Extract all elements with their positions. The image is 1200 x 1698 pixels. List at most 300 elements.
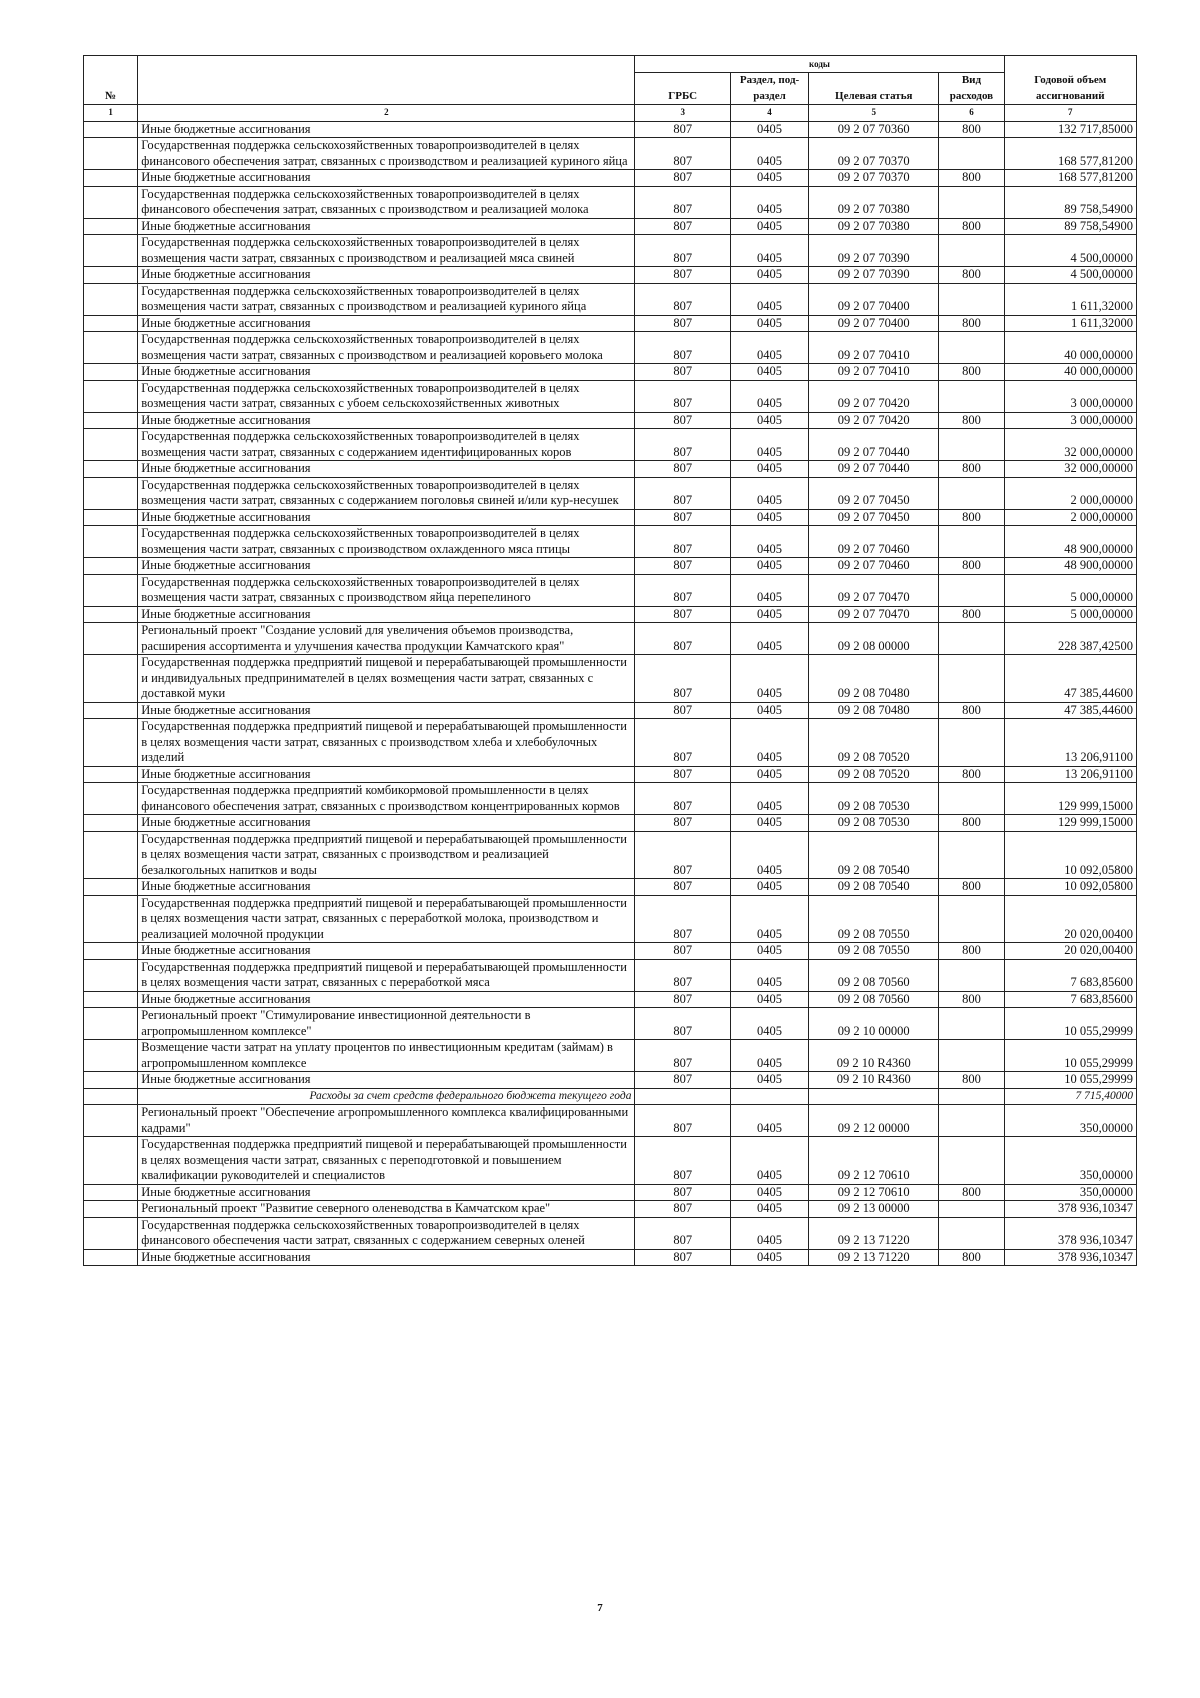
cell-num	[84, 138, 138, 170]
cell-section: 0405	[730, 879, 808, 896]
cell-description: Иные бюджетные ассигнования	[138, 1184, 635, 1201]
table-row	[84, 1072, 1137, 1089]
cell-amount: 378 936,10347	[1004, 1249, 1136, 1266]
cell-num	[84, 477, 138, 509]
cell-description: Государственная поддержка предприятий пищевой и перерабатывающей промышленности в целях возмещения части затрат, связанных с производством хлеба и хлебобулочных изделий	[138, 719, 635, 767]
cell-grbs: 807	[635, 991, 731, 1008]
table-row	[84, 218, 1137, 235]
table-row	[84, 477, 1137, 509]
cell-section: 0405	[730, 702, 808, 719]
header-annual: Годовой объем ассигнований	[1004, 56, 1136, 105]
cell-description: Государственная поддержка предприятий комбикормовой промышленности в целях финансового обеспечения затрат, связанных с производством концентрированных кормов	[138, 783, 635, 815]
cell-grbs: 807	[635, 1184, 731, 1201]
cell-section: 0405	[730, 895, 808, 943]
cell-grbs: 807	[635, 412, 731, 429]
cell-num	[84, 267, 138, 284]
cell-target: 09 2 07 70400	[809, 283, 939, 315]
cell-section: 0405	[730, 121, 808, 138]
cell-target: 09 2 08 70520	[809, 766, 939, 783]
cell-grbs: 807	[635, 186, 731, 218]
cell-amount: 89 758,54900	[1004, 218, 1136, 235]
cell-amount: 7 683,85600	[1004, 959, 1136, 991]
cell-section: 0405	[730, 235, 808, 267]
cell-section: 0405	[730, 315, 808, 332]
cell-grbs: 807	[635, 218, 731, 235]
cell-amount: 10 055,29999	[1004, 1072, 1136, 1089]
cell-section: 0405	[730, 815, 808, 832]
table-row	[84, 364, 1137, 381]
cell-target: 09 2 07 70420	[809, 380, 939, 412]
cell-num	[84, 895, 138, 943]
cell-amount: 47 385,44600	[1004, 655, 1136, 703]
cell-grbs: 807	[635, 895, 731, 943]
cell-section: 0405	[730, 1040, 808, 1072]
cell-exp-type: 800	[939, 879, 1004, 896]
cell-description: Государственная поддержка сельскохозяйственных товаропроизводителей в целях возмещения части затрат, связанных с производством яйца перепелиного	[138, 574, 635, 606]
cell-description: Иные бюджетные ассигнования	[138, 815, 635, 832]
cell-exp-type: 800	[939, 461, 1004, 478]
cell-grbs: 807	[635, 574, 731, 606]
table-row	[84, 138, 1137, 170]
cell-grbs: 807	[635, 332, 731, 364]
cell-exp-type	[939, 1201, 1004, 1218]
cell-description: Иные бюджетные ассигнования	[138, 991, 635, 1008]
cell-exp-type	[939, 477, 1004, 509]
cell-target: 09 2 10 00000	[809, 1008, 939, 1040]
cell-num	[84, 1040, 138, 1072]
cell-grbs: 807	[635, 879, 731, 896]
cell-description: Иные бюджетные ассигнования	[138, 509, 635, 526]
cell-amount: 132 717,85000	[1004, 121, 1136, 138]
cell-section: 0405	[730, 186, 808, 218]
cell-amount: 129 999,15000	[1004, 815, 1136, 832]
col-number: 5	[809, 105, 939, 122]
cell-target: 09 2 07 70370	[809, 170, 939, 187]
cell-section: 0405	[730, 558, 808, 575]
cell-description: Иные бюджетные ассигнования	[138, 315, 635, 332]
cell-section: 0405	[730, 429, 808, 461]
cell-description: Государственная поддержка сельскохозяйственных товаропроизводителей в целях возмещения части затрат, связанных с производством и реализацией коровьего молока	[138, 332, 635, 364]
table-row	[84, 558, 1137, 575]
col-number: 4	[730, 105, 808, 122]
cell-description: Иные бюджетные ассигнования	[138, 170, 635, 187]
cell-section: 0405	[730, 606, 808, 623]
cell-description: Иные бюджетные ассигнования	[138, 943, 635, 960]
cell-exp-type	[939, 186, 1004, 218]
cell-amount: 89 758,54900	[1004, 186, 1136, 218]
cell-target: 09 2 08 70550	[809, 895, 939, 943]
cell-exp-type	[939, 959, 1004, 991]
cell-amount: 13 206,91100	[1004, 719, 1136, 767]
cell-grbs: 807	[635, 702, 731, 719]
cell-target: 09 2 08 70530	[809, 815, 939, 832]
cell-target: 09 2 13 71220	[809, 1217, 939, 1249]
cell-grbs: 807	[635, 461, 731, 478]
cell-grbs: 807	[635, 943, 731, 960]
cell-amount: 40 000,00000	[1004, 332, 1136, 364]
cell-section: 0405	[730, 1184, 808, 1201]
cell-section: 0405	[730, 831, 808, 879]
cell-grbs: 807	[635, 655, 731, 703]
cell-description: Иные бюджетные ассигнования	[138, 218, 635, 235]
cell-exp-type	[939, 719, 1004, 767]
cell-description: Иные бюджетные ассигнования	[138, 879, 635, 896]
cell-description: Государственная поддержка сельскохозяйственных товаропроизводителей в целях возмещения части затрат, связанных с производством и реализацией куриного яйца	[138, 283, 635, 315]
cell-exp-type	[939, 1088, 1004, 1105]
cell-num	[84, 1072, 138, 1089]
cell-num	[84, 461, 138, 478]
cell-exp-type	[939, 235, 1004, 267]
cell-grbs: 807	[635, 558, 731, 575]
cell-target: 09 2 07 70440	[809, 461, 939, 478]
cell-amount: 1 611,32000	[1004, 315, 1136, 332]
cell-num	[84, 315, 138, 332]
table-row	[84, 831, 1137, 879]
cell-section: 0405	[730, 218, 808, 235]
cell-num	[84, 1008, 138, 1040]
cell-grbs: 807	[635, 1072, 731, 1089]
table-body	[84, 121, 1137, 1266]
cell-description: Иные бюджетные ассигнования	[138, 766, 635, 783]
cell-target: 09 2 07 70410	[809, 332, 939, 364]
cell-num	[84, 121, 138, 138]
cell-section: 0405	[730, 1217, 808, 1249]
cell-section: 0405	[730, 380, 808, 412]
cell-description: Государственная поддержка сельскохозяйственных товаропроизводителей в целях возмещения части затрат, связанных с содержанием поголовья свиней и/или кур-несушек	[138, 477, 635, 509]
table-row	[84, 121, 1137, 138]
cell-section: 0405	[730, 170, 808, 187]
cell-num	[84, 1137, 138, 1185]
cell-exp-type	[939, 655, 1004, 703]
table-row	[84, 783, 1137, 815]
col-number: 1	[84, 105, 138, 122]
cell-description: Государственная поддержка сельскохозяйственных товаропроизводителей в целях финансового обеспечения затрат, связанных с производством и реализацией молока	[138, 186, 635, 218]
cell-exp-type: 800	[939, 1249, 1004, 1266]
table-row	[84, 461, 1137, 478]
cell-target: 09 2 08 70480	[809, 702, 939, 719]
table-row	[84, 429, 1137, 461]
cell-grbs: 807	[635, 267, 731, 284]
cell-num	[84, 1249, 138, 1266]
cell-grbs: 807	[635, 509, 731, 526]
table-row	[84, 1137, 1137, 1185]
cell-section: 0405	[730, 959, 808, 991]
table-row	[84, 267, 1137, 284]
cell-amount: 5 000,00000	[1004, 574, 1136, 606]
cell-section	[730, 1088, 808, 1105]
cell-num	[84, 719, 138, 767]
cell-grbs: 807	[635, 526, 731, 558]
cell-target	[809, 1088, 939, 1105]
cell-num	[84, 1105, 138, 1137]
cell-grbs: 807	[635, 606, 731, 623]
cell-section: 0405	[730, 623, 808, 655]
cell-amount: 129 999,15000	[1004, 783, 1136, 815]
cell-amount: 32 000,00000	[1004, 429, 1136, 461]
cell-description: Государственная поддержка предприятий пищевой и перерабатывающей промышленности в целях возмещения части затрат, связанных с производством и реализацией безалкогольных напитков и воды	[138, 831, 635, 879]
cell-section: 0405	[730, 719, 808, 767]
cell-grbs: 807	[635, 959, 731, 991]
table-row	[84, 991, 1137, 1008]
cell-section: 0405	[730, 283, 808, 315]
cell-grbs: 807	[635, 380, 731, 412]
cell-amount: 10 055,29999	[1004, 1040, 1136, 1072]
cell-description: Иные бюджетные ассигнования	[138, 267, 635, 284]
cell-amount: 20 020,00400	[1004, 943, 1136, 960]
cell-num	[84, 509, 138, 526]
cell-target: 09 2 13 00000	[809, 1201, 939, 1218]
cell-target: 09 2 07 70390	[809, 267, 939, 284]
cell-target: 09 2 07 70400	[809, 315, 939, 332]
cell-num	[84, 574, 138, 606]
cell-target: 09 2 08 70530	[809, 783, 939, 815]
cell-target: 09 2 07 70460	[809, 526, 939, 558]
cell-amount: 48 900,00000	[1004, 558, 1136, 575]
cell-description: Иные бюджетные ассигнования	[138, 558, 635, 575]
cell-target: 09 2 07 70450	[809, 477, 939, 509]
cell-target: 09 2 07 70380	[809, 218, 939, 235]
cell-grbs: 807	[635, 766, 731, 783]
cell-grbs: 807	[635, 1249, 731, 1266]
cell-target: 09 2 07 70440	[809, 429, 939, 461]
table-row	[84, 895, 1137, 943]
cell-section: 0405	[730, 526, 808, 558]
cell-amount: 3 000,00000	[1004, 412, 1136, 429]
budget-table	[83, 55, 1137, 1266]
cell-num	[84, 1184, 138, 1201]
cell-target: 09 2 08 70540	[809, 879, 939, 896]
cell-amount: 10 092,05800	[1004, 831, 1136, 879]
cell-exp-type: 800	[939, 1184, 1004, 1201]
cell-exp-type: 800	[939, 702, 1004, 719]
table-row	[84, 1217, 1137, 1249]
cell-amount: 48 900,00000	[1004, 526, 1136, 558]
cell-target: 09 2 08 70520	[809, 719, 939, 767]
cell-target: 09 2 10 R4360	[809, 1072, 939, 1089]
cell-num	[84, 991, 138, 1008]
cell-description: Государственная поддержка предприятий пищевой и перерабатывающей промышленности в целях возмещения части затрат, связанных с переработкой мяса	[138, 959, 635, 991]
cell-section: 0405	[730, 509, 808, 526]
table-row	[84, 815, 1137, 832]
cell-num	[84, 879, 138, 896]
cell-target: 09 2 07 70420	[809, 412, 939, 429]
cell-grbs: 807	[635, 831, 731, 879]
cell-section: 0405	[730, 267, 808, 284]
cell-description: Иные бюджетные ассигнования	[138, 121, 635, 138]
table-row	[84, 186, 1137, 218]
cell-exp-type: 800	[939, 267, 1004, 284]
cell-exp-type	[939, 138, 1004, 170]
cell-grbs: 807	[635, 477, 731, 509]
cell-description: Государственная поддержка предприятий пищевой и перерабатывающей промышленности в целях возмещения части затрат, связанных с переподготовкой и повышением квалификации руководителей и специалистов	[138, 1137, 635, 1185]
cell-grbs: 807	[635, 1217, 731, 1249]
cell-grbs	[635, 1088, 731, 1105]
cell-exp-type: 800	[939, 412, 1004, 429]
cell-exp-type	[939, 429, 1004, 461]
cell-exp-type: 800	[939, 943, 1004, 960]
cell-exp-type	[939, 283, 1004, 315]
header-codes: коды	[635, 56, 1004, 73]
cell-amount: 4 500,00000	[1004, 267, 1136, 284]
cell-section: 0405	[730, 783, 808, 815]
cell-target: 09 2 08 70560	[809, 959, 939, 991]
cell-grbs: 807	[635, 364, 731, 381]
table-row	[84, 412, 1137, 429]
cell-num	[84, 943, 138, 960]
cell-section: 0405	[730, 574, 808, 606]
header-exp-type: Вид расходов	[939, 73, 1004, 105]
cell-exp-type	[939, 623, 1004, 655]
cell-amount: 10 055,29999	[1004, 1008, 1136, 1040]
cell-target: 09 2 07 70460	[809, 558, 939, 575]
table-row	[84, 719, 1137, 767]
cell-description: Иные бюджетные ассигнования	[138, 412, 635, 429]
cell-amount: 378 936,10347	[1004, 1201, 1136, 1218]
table-row	[84, 526, 1137, 558]
cell-target: 09 2 07 70360	[809, 121, 939, 138]
table-row	[84, 606, 1137, 623]
cell-target: 09 2 12 70610	[809, 1184, 939, 1201]
cell-num	[84, 429, 138, 461]
cell-target: 09 2 07 70450	[809, 509, 939, 526]
cell-description: Государственная поддержка сельскохозяйственных товаропроизводителей в целях возмещения части затрат, связанных с производством и реализацией мяса свиней	[138, 235, 635, 267]
cell-exp-type	[939, 895, 1004, 943]
cell-num	[84, 766, 138, 783]
cell-exp-type: 800	[939, 218, 1004, 235]
cell-section: 0405	[730, 332, 808, 364]
cell-description: Государственная поддержка предприятий пищевой и перерабатывающей промышленности и индивидуальных предпринимателей в целях возмещения части затрат, связанных с доставкой муки	[138, 655, 635, 703]
budget-sheet	[83, 55, 1137, 1266]
cell-num	[84, 655, 138, 703]
header-target: Целевая статья	[809, 73, 939, 105]
cell-num	[84, 959, 138, 991]
cell-section: 0405	[730, 477, 808, 509]
cell-num	[84, 380, 138, 412]
cell-section: 0405	[730, 1249, 808, 1266]
cell-amount: 10 092,05800	[1004, 879, 1136, 896]
cell-num	[84, 186, 138, 218]
table-row	[84, 959, 1137, 991]
header-description	[138, 56, 635, 105]
cell-target: 09 2 08 70540	[809, 831, 939, 879]
cell-exp-type	[939, 1008, 1004, 1040]
cell-grbs: 807	[635, 719, 731, 767]
table-row	[84, 283, 1137, 315]
cell-exp-type	[939, 1105, 1004, 1137]
cell-section: 0405	[730, 412, 808, 429]
cell-description: Иные бюджетные ассигнования	[138, 1249, 635, 1266]
cell-section: 0405	[730, 138, 808, 170]
cell-amount: 228 387,42500	[1004, 623, 1136, 655]
cell-section: 0405	[730, 943, 808, 960]
cell-exp-type: 800	[939, 991, 1004, 1008]
cell-amount: 2 000,00000	[1004, 509, 1136, 526]
header-grbs: ГРБС	[635, 73, 731, 105]
cell-section: 0405	[730, 1008, 808, 1040]
cell-description: Иные бюджетные ассигнования	[138, 461, 635, 478]
cell-exp-type	[939, 1217, 1004, 1249]
cell-exp-type	[939, 380, 1004, 412]
cell-grbs: 807	[635, 283, 731, 315]
cell-description: Государственная поддержка сельскохозяйственных товаропроизводителей в целях финансового обеспечения части затрат, связанных с содержанием северных оленей	[138, 1217, 635, 1249]
cell-target: 09 2 07 70370	[809, 138, 939, 170]
table-note-row	[84, 1088, 1137, 1105]
cell-exp-type: 800	[939, 364, 1004, 381]
cell-section: 0405	[730, 766, 808, 783]
cell-description: Иные бюджетные ассигнования	[138, 606, 635, 623]
cell-grbs: 807	[635, 1040, 731, 1072]
cell-target: 09 2 08 70550	[809, 943, 939, 960]
cell-exp-type	[939, 1040, 1004, 1072]
header-num: №	[84, 56, 138, 105]
cell-amount: 7 683,85600	[1004, 991, 1136, 1008]
col-number: 7	[1004, 105, 1136, 122]
cell-description: Государственная поддержка сельскохозяйственных товаропроизводителей в целях возмещения части затрат, связанных с производством охлажденного мяса птицы	[138, 526, 635, 558]
cell-exp-type: 800	[939, 170, 1004, 187]
cell-target: 09 2 12 00000	[809, 1105, 939, 1137]
cell-grbs: 807	[635, 623, 731, 655]
cell-grbs: 807	[635, 121, 731, 138]
cell-num	[84, 364, 138, 381]
cell-num	[84, 831, 138, 879]
cell-target: 09 2 07 70470	[809, 606, 939, 623]
cell-grbs: 807	[635, 783, 731, 815]
cell-num	[84, 235, 138, 267]
cell-exp-type: 800	[939, 1072, 1004, 1089]
cell-amount: 5 000,00000	[1004, 606, 1136, 623]
cell-section: 0405	[730, 1072, 808, 1089]
cell-target: 09 2 08 70560	[809, 991, 939, 1008]
cell-amount: 7 715,40000	[1004, 1088, 1136, 1105]
cell-num	[84, 526, 138, 558]
cell-num	[84, 606, 138, 623]
cell-target: 09 2 07 70380	[809, 186, 939, 218]
cell-target: 09 2 10 R4360	[809, 1040, 939, 1072]
cell-exp-type	[939, 831, 1004, 879]
cell-amount: 47 385,44600	[1004, 702, 1136, 719]
cell-section: 0405	[730, 1137, 808, 1185]
cell-exp-type	[939, 574, 1004, 606]
cell-num	[84, 283, 138, 315]
cell-description: Региональный проект "Создание условий для увеличения объемов производства, расширения ассортимента и улучшения качества продукции Камчатского края"	[138, 623, 635, 655]
cell-target: 09 2 08 00000	[809, 623, 939, 655]
cell-exp-type	[939, 526, 1004, 558]
cell-section: 0405	[730, 1105, 808, 1137]
table-header	[84, 56, 1137, 122]
cell-description: Государственная поддержка предприятий пищевой и перерабатывающей промышленности в целях возмещения части затрат, связанных с переработкой молока, производством и реализацией молочной продукции	[138, 895, 635, 943]
cell-description: Расходы за счет средств федерального бюджета текущего года	[138, 1088, 635, 1105]
cell-grbs: 807	[635, 429, 731, 461]
cell-num	[84, 558, 138, 575]
cell-amount: 350,00000	[1004, 1184, 1136, 1201]
cell-section: 0405	[730, 461, 808, 478]
cell-target: 09 2 07 70390	[809, 235, 939, 267]
cell-exp-type	[939, 1137, 1004, 1185]
cell-section: 0405	[730, 655, 808, 703]
cell-description: Региональный проект "Обеспечение агропромышленного комплекса квалифицированными кадрами"	[138, 1105, 635, 1137]
cell-amount: 1 611,32000	[1004, 283, 1136, 315]
cell-num	[84, 170, 138, 187]
table-row	[84, 509, 1137, 526]
cell-description: Возмещение части затрат на уплату процентов по инвестиционным кредитам (займам) в агропромышленном комплексе	[138, 1040, 635, 1072]
table-row	[84, 1201, 1137, 1218]
cell-exp-type: 800	[939, 815, 1004, 832]
cell-target: 09 2 08 70480	[809, 655, 939, 703]
cell-amount: 350,00000	[1004, 1105, 1136, 1137]
cell-description: Государственная поддержка сельскохозяйственных товаропроизводителей в целях финансового обеспечения затрат, связанных с производством и реализацией куриного яйца	[138, 138, 635, 170]
col-number: 3	[635, 105, 731, 122]
cell-description: Иные бюджетные ассигнования	[138, 702, 635, 719]
